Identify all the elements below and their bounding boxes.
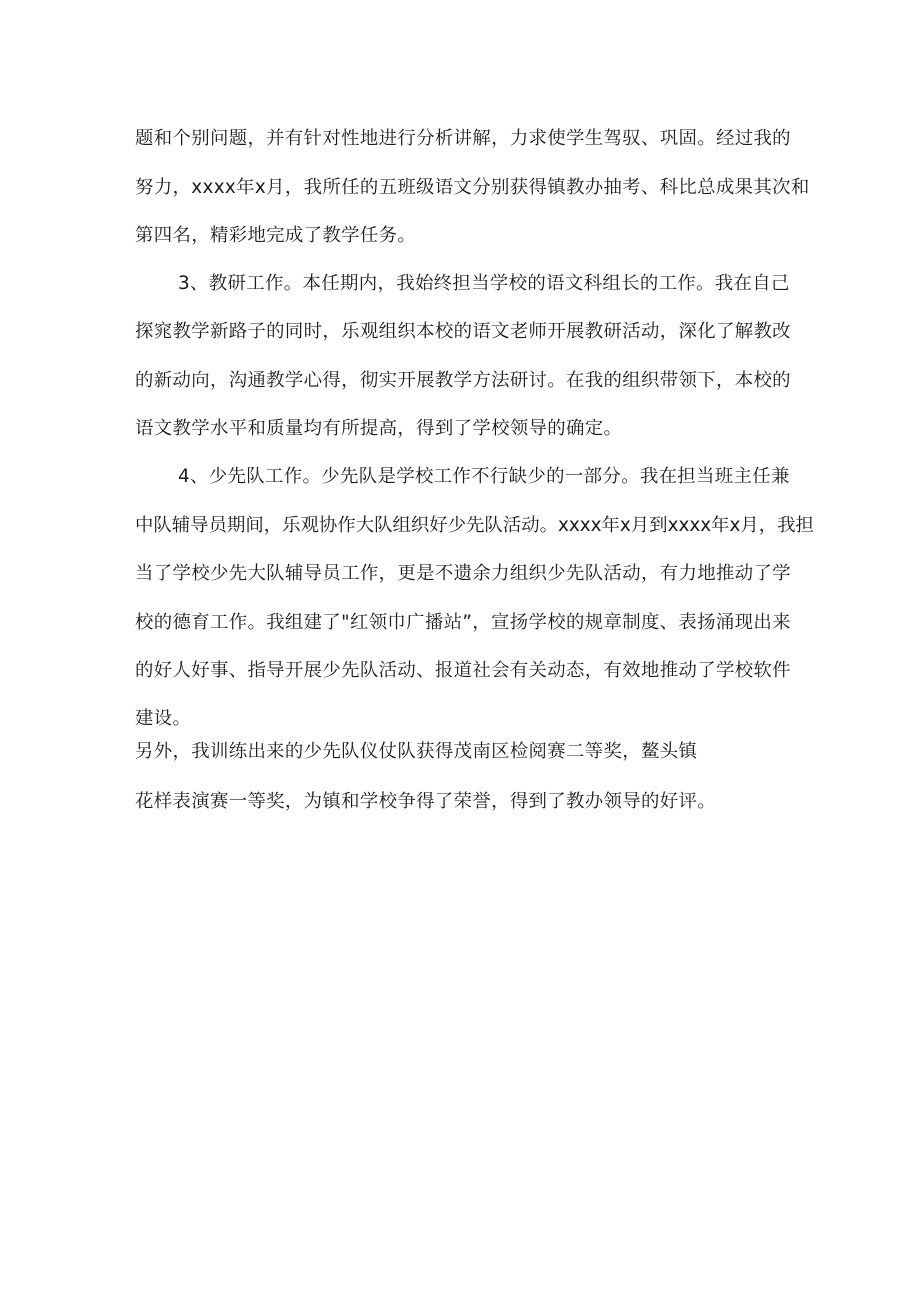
text-line: 建设。 xyxy=(135,708,192,729)
text-line: 的好人好事、指导开展少先队活动、报道社会有关动态，有效地推动了学校软件 xyxy=(135,660,791,681)
text-line: 花样表演赛一等奖，为镇和学校争得了荣誉，得到了教办领导的好评。 xyxy=(135,791,716,812)
text-line: 题和个别问题，并有针对性地进行分析讲解，力求使学生驾驭、巩固。经过我的 xyxy=(135,128,791,149)
text-line: 中队辅导员期间，乐观协作大队组织好少先队活动。xxxx年x月到xxxx年x月，我担 xyxy=(135,515,814,536)
text-line: 4、少先队工作。少先队是学校工作不行缺少的一部分。我在担当班主任兼 xyxy=(178,466,790,487)
text-line: 努力，xxxx年x月，我所任的五班级语文分别获得镇教办抽考、科比总成果其次和 xyxy=(135,177,810,198)
text-line: 3、教研工作。本任期内，我始终担当学校的语文科组长的工作。我在自己 xyxy=(178,273,790,294)
text-line: 探窕教学新路子的同时，乐观组织本校的语文老师开展教研活动，深化了解教改 xyxy=(135,321,791,342)
text-line: 当了学校少先大队辅导员工作，更是不遗余力组织少先队活动，有力地推动了学 xyxy=(135,563,791,584)
text-line: 的新动向，沟通教学心得，彻实开展教学方法研讨。在我的组织带领下，本校的 xyxy=(135,370,791,391)
text-line: 语文教学水平和质量均有所提高，得到了学校领导的确定。 xyxy=(135,418,623,439)
text-line: 第四名，精彩地完成了教学任务。 xyxy=(135,225,417,246)
text-line: 另外，我训练出来的少先队仪仗队获得茂南区检阅赛二等奖，鳌头镇 xyxy=(135,741,698,762)
text-line: 校的德育工作。我组建了"红领巾广播站”，宣扬学校的规章制度、表扬涌现出来 xyxy=(135,612,791,633)
